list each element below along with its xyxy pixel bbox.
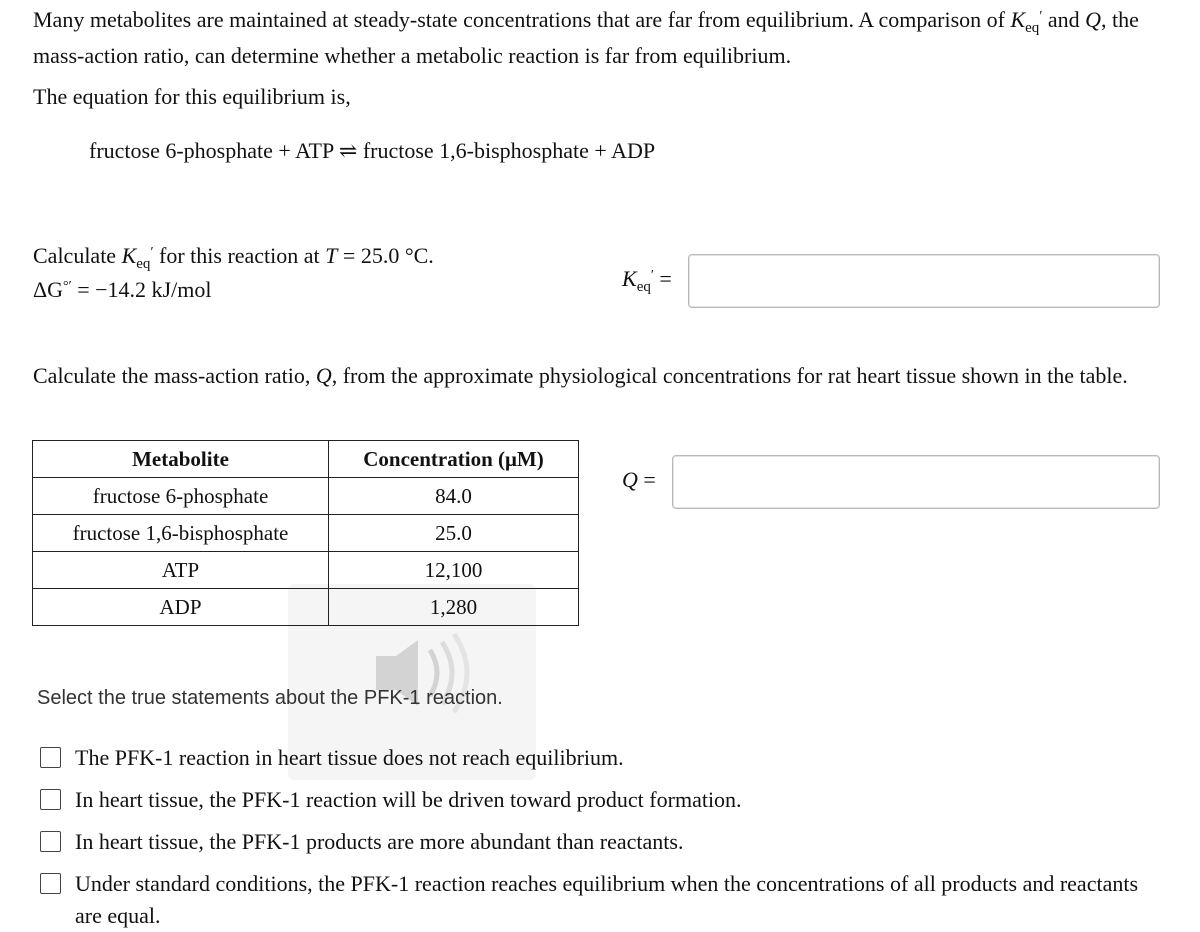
statement-checkbox[interactable] bbox=[40, 873, 61, 894]
concentration-table bbox=[32, 440, 579, 626]
reaction-equation: fructose 6-phosphate + ATP ⇌ fructose 1,6-bisphosphate + ADP bbox=[89, 138, 656, 163]
table-row bbox=[33, 478, 579, 515]
statement-option[interactable]: In heart tissue, the PFK-1 reaction will be driven toward product formation. bbox=[40, 784, 1165, 816]
table-cell: ATP bbox=[33, 552, 329, 589]
table-cell: 84.0 bbox=[329, 478, 579, 515]
table-row bbox=[33, 515, 579, 552]
table-cell: fructose 1,6-bisphosphate bbox=[33, 515, 329, 552]
keq-prompt: Calculate $K_{eq}'$ for this reaction at T = 25.0 °C. bbox=[33, 243, 434, 272]
table-header: Metabolite bbox=[33, 441, 329, 478]
q-prompt: Calculate the mass-action ratio, Q, from the approximate physiological concentrations for rat heart tissue shown in the table. bbox=[33, 363, 1128, 388]
keq-answer-label: $K_{eq}'$ = bbox=[622, 266, 672, 295]
statement-option[interactable]: Under standard conditions, the PFK-1 reaction reaches equilibrium when the concentrations of all products and reactants are equal. bbox=[40, 868, 1165, 932]
table-cell: fructose 6-phosphate bbox=[33, 478, 329, 515]
statement-checkbox[interactable] bbox=[40, 747, 61, 768]
q-answer-label: Q = bbox=[622, 467, 656, 492]
statements-prompt: Select the true statements about the PFK-1 reaction. bbox=[37, 687, 503, 709]
equilibrium-arrow-icon: ⇌ bbox=[338, 138, 358, 163]
table-header: Concentration (μM) bbox=[329, 441, 579, 478]
table-row bbox=[33, 552, 579, 589]
statement-option[interactable]: In heart tissue, the PFK-1 products are more abundant than reactants. bbox=[40, 826, 1165, 858]
q-answer-input[interactable] bbox=[672, 455, 1160, 509]
table-row bbox=[33, 589, 579, 626]
keq-answer-input[interactable] bbox=[688, 254, 1160, 308]
table-cell: 25.0 bbox=[329, 515, 579, 552]
statement-checkbox[interactable] bbox=[40, 789, 61, 810]
intro-paragraph: Many metabolites are maintained at steady-state concentrations that are far from equilibrium. A comparison of $K_{eq}'$ and Q, the mass-action ratio, can determine whether a metabolic reaction is far from equilibrium. bbox=[33, 7, 1139, 68]
delta-g-value: ΔG°′ = −14.2 kJ/mol bbox=[33, 277, 212, 302]
table-cell: 1,280 bbox=[329, 589, 579, 626]
statement-option[interactable]: The PFK-1 reaction in heart tissue does not reach equilibrium. bbox=[40, 742, 1165, 774]
equation-intro: The equation for this equilibrium is, bbox=[33, 84, 351, 109]
statement-checkbox[interactable] bbox=[40, 831, 61, 852]
table-header-row bbox=[33, 441, 579, 478]
table-cell: ADP bbox=[33, 589, 329, 626]
table-cell: 12,100 bbox=[329, 552, 579, 589]
